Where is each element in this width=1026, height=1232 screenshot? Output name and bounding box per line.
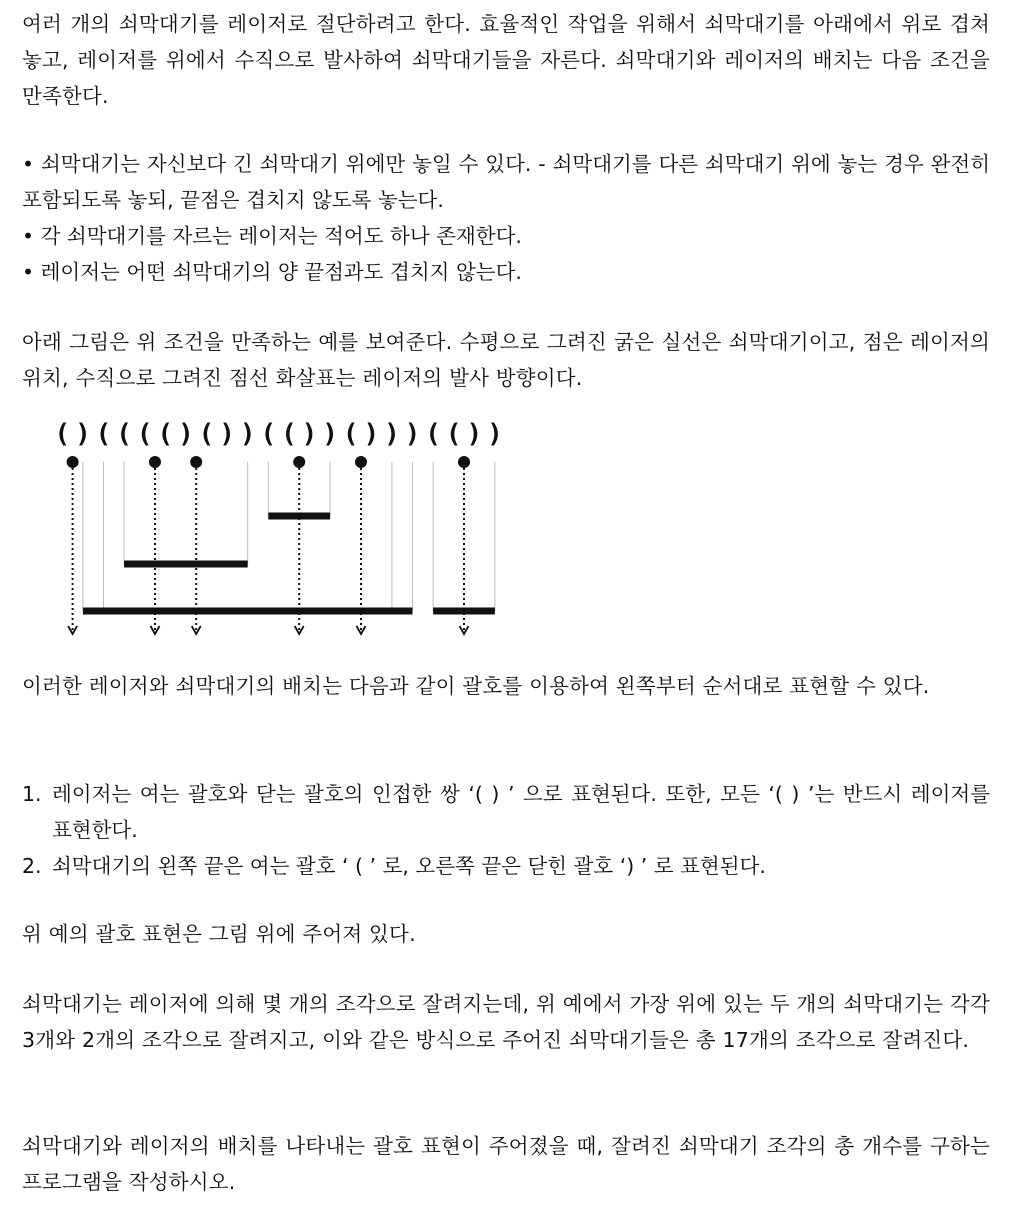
- task-description: 쇠막대기와 레이저의 배치를 나타내는 괄호 표현이 주어졌을 때, 잘려진 쇠막대기 조각의 총 개수를 구하는 프로그램을 작성하시오.: [22, 1134, 990, 1194]
- bracket-char: ): [178, 419, 194, 449]
- bracket-char: (: [342, 419, 359, 449]
- pieces-description: 쇠막대기는 레이저에 의해 몇 개의 조각으로 잘려지는데, 위 예에서 가장 위에 있는 두 개의 쇠막대기는 각각 3개와 2개의 조각으로 잘려지고, 이와 같은 방식으로 주어진 쇠막대기들은 총 17개의 조각으로 잘려진다.: [22, 992, 990, 1052]
- laser-arrow: [460, 626, 469, 634]
- expression-description: 이러한 레이저와 쇠막대기의 배치는 다음과 같이 괄호를 이용하여 왼쪽부터 순서대로 표현할 수 있다.: [22, 674, 930, 698]
- bracket-char: (: [95, 419, 112, 449]
- laser-dot: [293, 456, 305, 468]
- rule-list: [22, 776, 990, 884]
- laser-dot: [67, 456, 79, 468]
- bracket-char: (: [425, 419, 441, 449]
- bracket-char: (: [281, 419, 297, 449]
- condition-list: [22, 146, 990, 290]
- condition-item: • 각 쇠막대기를 자르는 레이저는 적어도 하나 존재한다.: [22, 224, 522, 248]
- bracket-char: (: [157, 419, 174, 449]
- bracket-char: (: [136, 419, 153, 449]
- bracket-char: ): [239, 419, 256, 449]
- bracket-note: 위 예의 괄호 표현은 그림 위에 주어져 있다.: [22, 922, 416, 946]
- laser-bar-figure: [40, 410, 520, 650]
- figure-canvas: [40, 410, 520, 650]
- example-description: 아래 그림은 위 조건을 만족하는 예를 보여준다. 수평으로 그려진 굵은 실선은 쇠막대기이고, 점은 레이저의 위치, 수직으로 그려진 점선 화살표는 레이저의 발사 방향이다.: [22, 330, 990, 390]
- laser-dot: [190, 456, 202, 468]
- laser-arrow: [68, 626, 77, 634]
- laser-dot: [149, 456, 161, 468]
- bracket-char: ): [404, 419, 421, 449]
- laser-arrow: [357, 626, 366, 634]
- bracket-char: ): [487, 419, 503, 449]
- bracket-char: (: [260, 419, 277, 449]
- bracket-char: ): [301, 419, 318, 449]
- laser-arrow: [295, 626, 304, 634]
- rule-number: 1.: [22, 782, 42, 806]
- laser-dot: [458, 456, 470, 468]
- bracket-char: ): [219, 419, 235, 449]
- rule-text: 레이저는 여는 괄호와 닫는 괄호의 인접한 쌍 ‘( ) ’ 으로 표현된다. 또한, 모든 ‘( ) ’는 반드시 레이저를 표현한다.: [52, 782, 990, 842]
- bracket-char: ): [75, 419, 91, 449]
- condition-item: • 쇠막대기는 자신보다 긴 쇠막대기 위에만 놓일 수 있다. - 쇠막대기를 다른 쇠막대기 위에 놓는 경우 완전히 포함되도록 놓되, 끝점은 겹치지 않도록 놓는다.: [22, 152, 990, 212]
- condition-item: • 레이저는 어떤 쇠막대기의 양 끝점과도 겹치지 않는다.: [22, 260, 522, 284]
- rule-item: [22, 848, 990, 884]
- bracket-char: (: [445, 419, 462, 449]
- bracket-char: ): [466, 419, 483, 449]
- bracket-char: (: [54, 419, 71, 449]
- bracket-char: ): [384, 419, 400, 449]
- bracket-char: ): [322, 419, 338, 449]
- rule-text: 쇠막대기의 왼쪽 끝은 여는 괄호 ‘ ( ’ 로, 오른쪽 끝은 닫힌 괄호 ‘) ’ 로 표현된다.: [52, 854, 766, 878]
- laser-dot: [355, 456, 367, 468]
- rule-number: 2.: [22, 854, 42, 878]
- bracket-char: ): [363, 419, 380, 449]
- bracket-char: (: [116, 419, 132, 449]
- intro-paragraph: 여러 개의 쇠막대기를 레이저로 절단하려고 한다. 효율적인 작업을 위해서 쇠막대기를 아래에서 위로 겹쳐 놓고, 레이저를 위에서 수직으로 발사하여 쇠막대기들을 자른다. 쇠막대기와 레이저의 배치는 다음 조건을 만족한다.: [22, 12, 990, 108]
- rule-item: [22, 776, 990, 848]
- bracket-char: (: [198, 419, 215, 449]
- laser-arrow: [151, 626, 160, 634]
- laser-arrow: [192, 626, 201, 634]
